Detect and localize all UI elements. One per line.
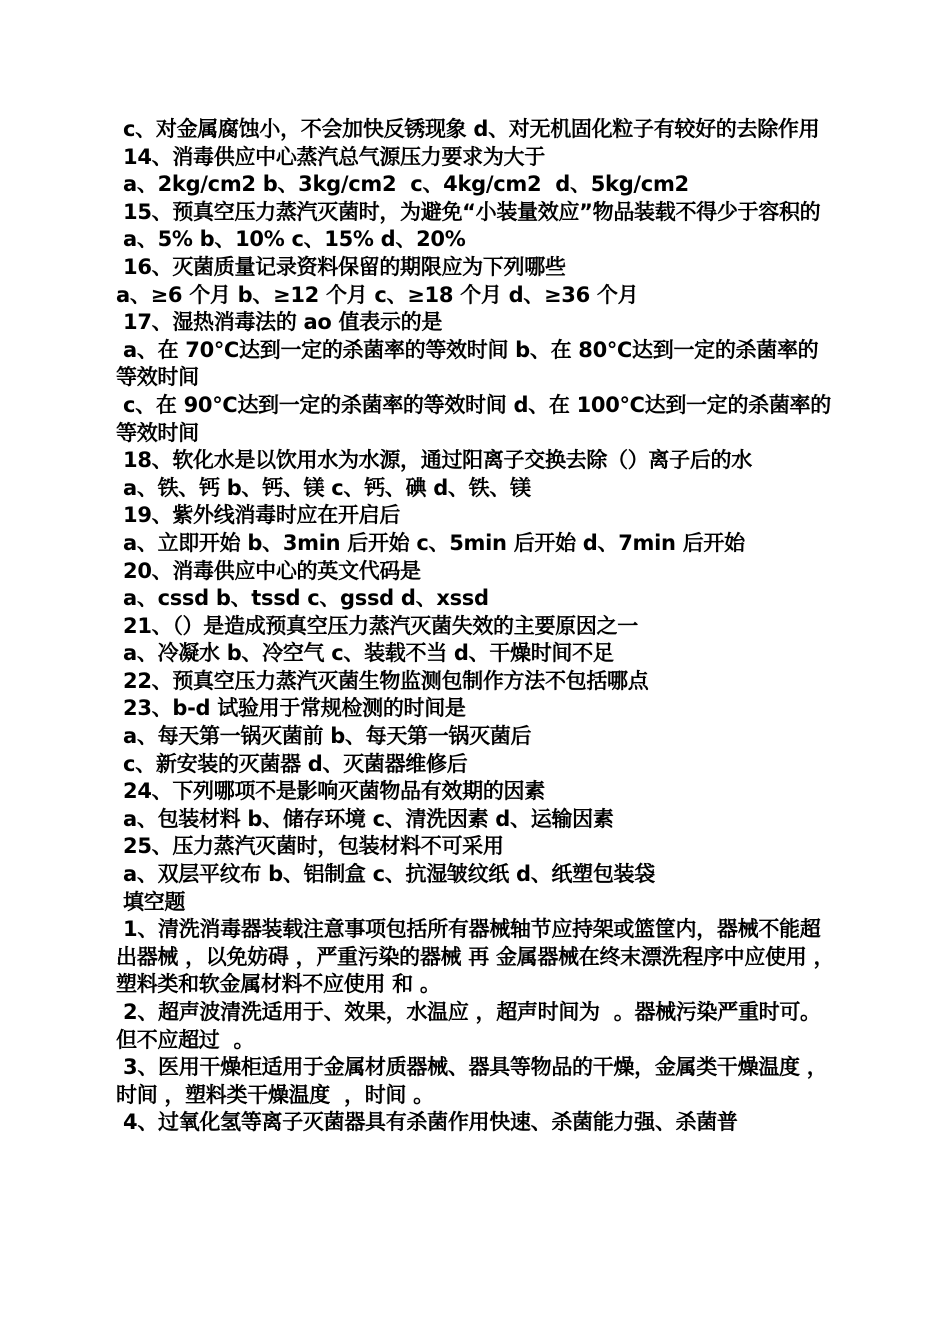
text-line-c-option: c、对金属腐蚀小，不会加快反锈现象 d、对无机固化粒子有较好的去除作用 (116, 117, 820, 141)
question-14-options: a、2kg/cm2 b、3kg/cm2 c、4kg/cm2 d、5kg/cm2 (116, 172, 689, 197)
fill-in-question-4: 4、过氧化氢等离子灭菌器具有杀菌作用快速、杀菌能力强、杀菌普 (116, 1110, 738, 1135)
question-20-options: a、cssd b、tssd c、gssd d、xssd (116, 586, 489, 611)
question-16-options: a、≥6 个月 b、≥12 个月 c、≥18 个月 d、≥36 个月 (116, 282, 639, 307)
question-18: 18、软化水是以饮用水为水源，通过阳离子交换去除（）离子后的水 (116, 448, 752, 473)
question-18-options: a、铁、钙 b、钙、镁 c、钙、碘 d、铁、镁 (116, 475, 531, 500)
question-23-options-ab: a、每天第一锅灭菌前 b、每天第一锅灭菌后 (116, 724, 532, 749)
question-23-options-cd: c、新安装的灭菌器 d、灭菌器维修后 (116, 751, 468, 776)
fill-in-question-3: 3、医用干燥柜适用于金属材质器械、器具等物品的干燥，金属类干燥温度 ，时间 ，塑料类干燥温度 ，时间 。 (116, 1055, 828, 1107)
document-page (116, 116, 836, 1137)
question-19: 19、紫外线消毒时应在开启后 (116, 503, 401, 528)
question-14: 14、消毒供应中心蒸汽总气源压力要求为大于 (116, 144, 545, 169)
section-heading-fill-in: 填空题 (116, 889, 186, 914)
question-25: 25、压力蒸汽灭菌时，包装材料不可采用 (116, 834, 504, 859)
question-24-options: a、包装材料 b、储存环境 c、清洗因素 d、运输因素 (116, 806, 614, 831)
fill-in-question-2: 2、超声波清洗适用于、效果，水温应 ，超声时间为 。器械污染严重时可。但不应超过 。 (116, 1000, 821, 1052)
question-23: 23、b-d 试验用于常规检测的时间是 (116, 696, 466, 721)
question-15: 15、预真空压力蒸汽灭菌时，为避免“小装量效应”物品装载不得少于容积的 (116, 199, 821, 224)
fill-in-question-1: 1、清洗消毒器装载注意事项包括所有器械轴节应持架或篮筐内，器械不能超出器械 ，以免妨碍 ，严重污染的器械 再 金属器械在终末漂洗程序中应使用 ，塑料类和软金属材料不应使用 和 。 (116, 917, 835, 997)
question-17-options-ab: a、在 70℃达到一定的杀菌率的等效时间 b、在 80℃达到一定的杀菌率的等效时间 (116, 337, 819, 390)
question-19-options: a、立即开始 b、3min 后开始 c、5min 后开始 d、7min 后开始 (116, 530, 745, 555)
question-24: 24、下列哪项不是影响灭菌物品有效期的因素 (116, 779, 545, 804)
question-17: 17、湿热消毒法的 ao 值表示的是 (116, 310, 443, 335)
question-22: 22、预真空压力蒸汽灭菌生物监测包制作方法不包括哪点 (116, 668, 649, 693)
question-25-options: a、双层平纹布 b、铝制盒 c、抗湿皱纹纸 d、纸塑包装袋 (116, 862, 655, 887)
question-21-options: a、冷凝水 b、冷空气 c、装载不当 d、干燥时间不足 (116, 641, 614, 666)
question-20: 20、消毒供应中心的英文代码是 (116, 558, 421, 583)
question-15-options: a、5% b、10% c、15% d、20% (116, 227, 466, 252)
question-17-options-cd: c、在 90℃达到一定的杀菌率的等效时间 d、在 100℃达到一定的杀菌率的等效时间 (116, 392, 831, 445)
question-21: 21、（）是造成预真空压力蒸汽灭菌失效的主要原因之一 (116, 613, 638, 638)
question-16: 16、灭菌质量记录资料保留的期限应为下列哪些 (116, 254, 566, 279)
